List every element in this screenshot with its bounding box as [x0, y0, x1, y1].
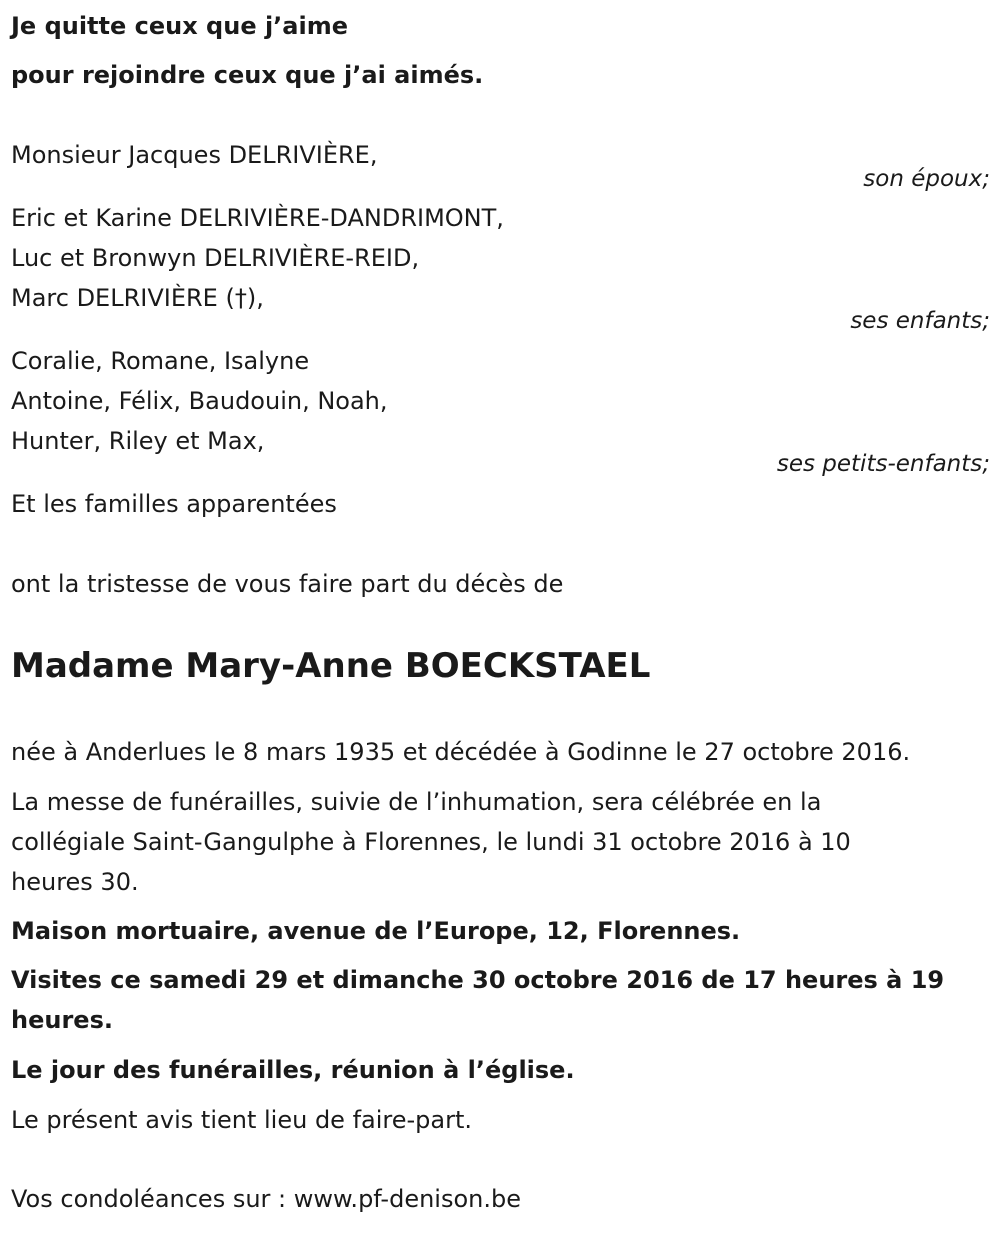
condolences-link[interactable]: Vos condoléances sur : www.pf-denison.be — [11, 1185, 521, 1213]
other-family: Et les familles apparentées — [11, 490, 337, 518]
grandchildren-relation: ses petits-enfants; — [776, 451, 990, 477]
children-relation: ses enfants; — [850, 308, 990, 334]
grandchildren-line: Antoine, Félix, Baudouin, Noah, — [11, 387, 388, 415]
quote-line-2: pour rejoindre ceux que j’ai aimés. — [11, 61, 484, 89]
child-name: Marc DELRIVIÈRE (†), — [11, 284, 264, 312]
quote-line-1: Je quitte ceux que j’aime — [11, 12, 349, 40]
spouse-name: Monsieur Jacques DELRIVIÈRE, — [11, 141, 378, 169]
grandchildren-line: Hunter, Riley et Max, — [11, 427, 265, 455]
child-name: Eric et Karine DELRIVIÈRE-DANDRIMONT, — [11, 204, 504, 232]
child-name: Luc et Bronwyn DELRIVIÈRE-REID, — [11, 244, 420, 272]
notice-text: Le présent avis tient lieu de faire-part. — [11, 1106, 473, 1134]
deceased-name: Madame Mary-Anne BOECKSTAEL — [11, 646, 651, 686]
grandchildren-line: Coralie, Romane, Isalyne — [11, 347, 310, 375]
announcement-text: ont la tristesse de vous faire part du décès de — [11, 570, 564, 598]
visits-line: Visites ce samedi 29 et dimanche 30 octobre 2016 de 17 heures à 19 — [11, 966, 945, 994]
birth-death-dates: née à Anderlues le 8 mars 1935 et décédée à Godinne le 27 octobre 2016. — [11, 738, 911, 766]
mortuary-address: Maison mortuaire, avenue de l’Europe, 12, Florennes. — [11, 917, 741, 945]
funeral-text-line: La messe de funérailles, suivie de l’inhumation, sera célébrée en la — [11, 788, 822, 816]
visits-line: heures. — [11, 1006, 113, 1034]
spouse-relation: son époux; — [863, 166, 990, 192]
funeral-text-line: heures 30. — [11, 868, 139, 896]
church-meeting: Le jour des funérailles, réunion à l’église. — [11, 1056, 575, 1084]
funeral-text-line: collégiale Saint-Gangulphe à Florennes, le lundi 31 octobre 2016 à 10 — [11, 828, 851, 856]
